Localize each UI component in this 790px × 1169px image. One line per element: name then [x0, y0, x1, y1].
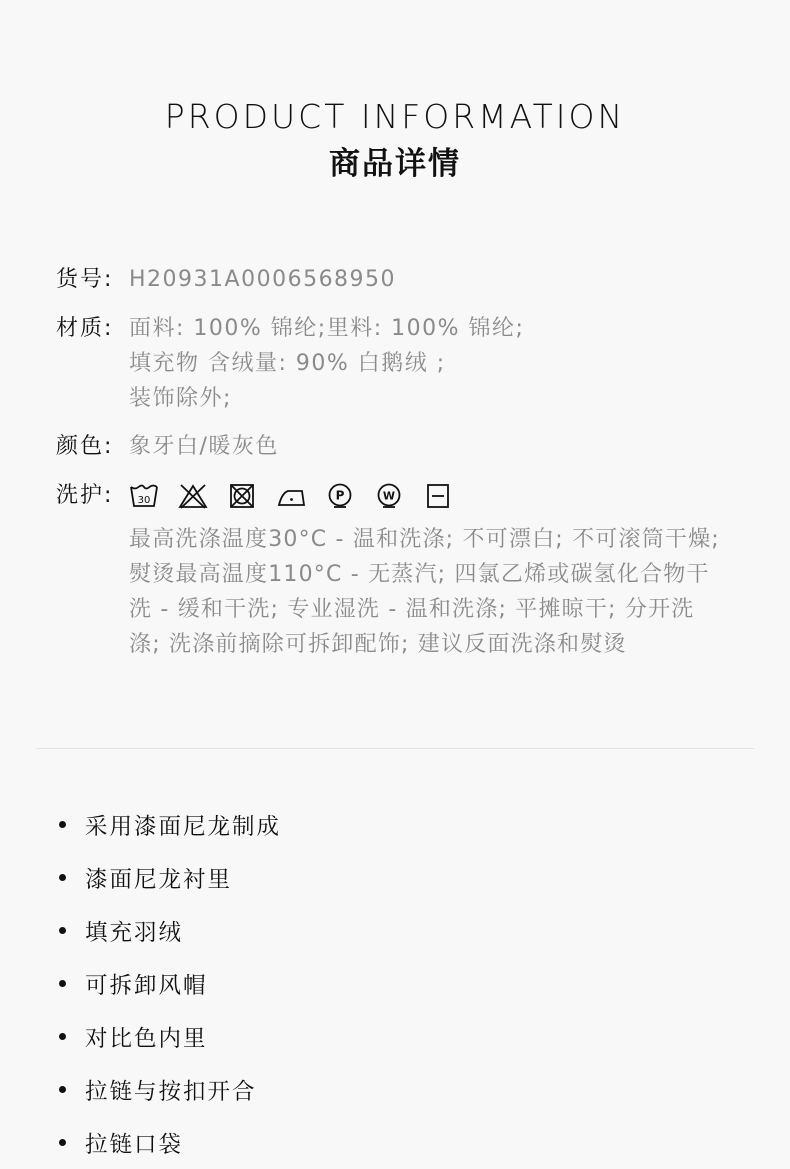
bullet-icon [59, 1139, 66, 1146]
feature-list [56, 798, 281, 1169]
page-header [0, 96, 790, 184]
sku-label: 货号: [56, 267, 114, 292]
bullet-icon [59, 874, 66, 881]
sku-value: H20931A0006568950 [129, 267, 397, 292]
material-label: 材质: [56, 316, 114, 341]
title-chinese: 商品详情 [329, 146, 461, 182]
feature-text: 填充羽绒 [85, 919, 184, 946]
list-item [56, 798, 281, 851]
svg-text:P: P [335, 488, 345, 503]
svg-text:W: W [382, 489, 396, 503]
no-bleach-icon [178, 482, 208, 510]
material-row [56, 311, 736, 416]
sku-row [56, 262, 736, 298]
feature-text: 采用漆面尼龙制成 [85, 813, 282, 840]
care-label: 洗护: [56, 483, 114, 508]
title-english: PRODUCT INFORMATION [164, 97, 626, 136]
material-line: 装饰除外; [129, 386, 232, 411]
wash-30-icon [129, 482, 159, 510]
material-line: 填充物 含绒量: 90% 白鹅绒 ; [129, 351, 446, 376]
care-icons [129, 478, 721, 514]
bullet-icon [59, 821, 66, 828]
care-content [129, 478, 721, 662]
care-row [56, 478, 736, 662]
list-item [56, 1116, 281, 1169]
bullet-icon [59, 1086, 66, 1093]
color-label: 颜色: [56, 434, 114, 459]
list-item [56, 851, 281, 904]
material-value [129, 311, 524, 416]
feature-text: 拉链口袋 [85, 1131, 184, 1158]
color-value: 象牙白/暖灰色 [129, 434, 279, 459]
section-divider [36, 748, 754, 749]
bullet-icon [59, 980, 66, 987]
feature-text: 对比色内里 [85, 1025, 208, 1052]
list-item [56, 957, 281, 1010]
dry-flat-icon [423, 482, 453, 510]
list-item [56, 1010, 281, 1063]
list-item [56, 1063, 281, 1116]
iron-low-icon [276, 482, 306, 510]
feature-text: 漆面尼龙衬里 [85, 866, 233, 893]
feature-text: 拉链与按扣开合 [85, 1078, 257, 1105]
dry-clean-p-icon [325, 482, 355, 510]
bullet-icon [59, 927, 66, 934]
wet-clean-w-icon [374, 482, 404, 510]
feature-text: 可拆卸风帽 [85, 972, 208, 999]
no-tumble-dry-icon [227, 482, 257, 510]
bullet-icon [59, 1033, 66, 1040]
color-row [56, 429, 736, 465]
list-item [56, 904, 281, 957]
product-info [56, 262, 736, 675]
material-line: 面料: 100% 锦纶;里料: 100% 锦纶; [129, 316, 525, 341]
care-instructions: 最高洗涤温度30°C - 温和洗涤; 不可漂白; 不可滚筒干燥; 熨烫最高温度110°C - 无蒸汽; 四氯乙烯或碳氢化合物干洗 - 缓和干洗; 专业湿洗 - 温和洗涤; 平摊晾干; 分开洗涤; 洗涤前摘除可拆卸配饰; 建议反面洗涤和熨烫 [129, 527, 720, 657]
svg-text:30: 30 [137, 495, 151, 506]
